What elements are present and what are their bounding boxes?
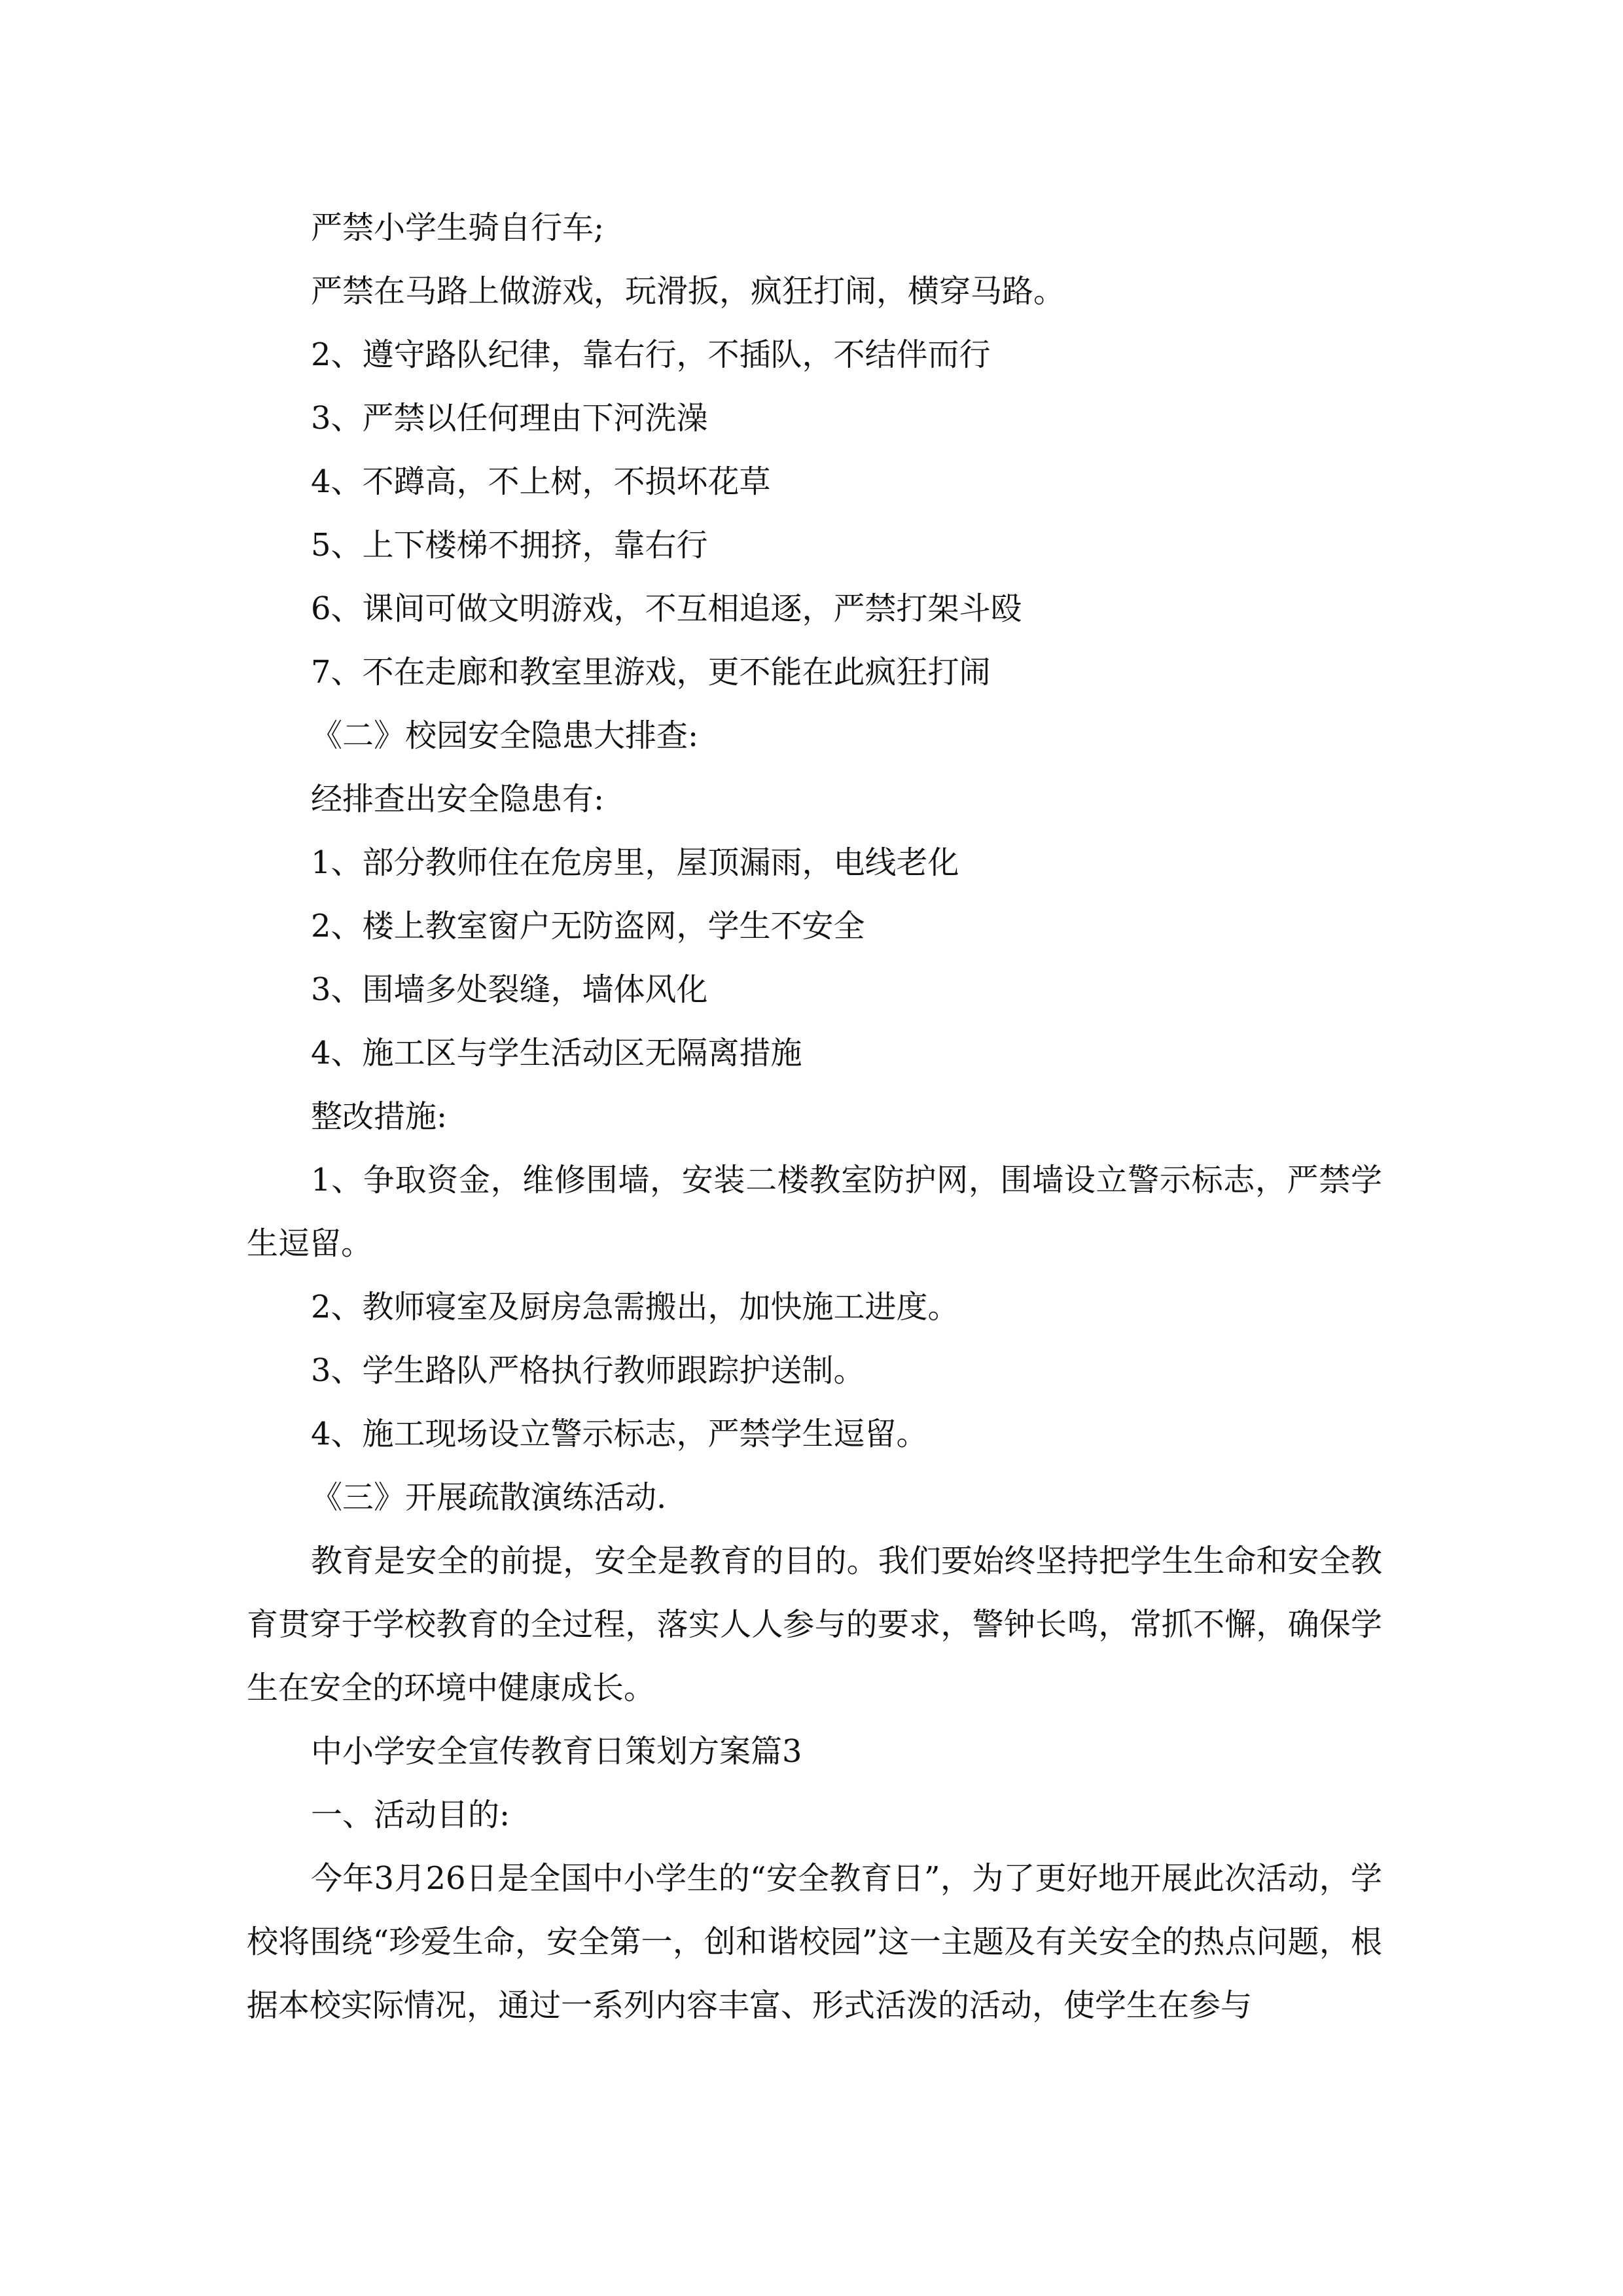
paragraph-11: 1、部分教师住在危房里，屋顶漏雨，电线老化 — [311, 844, 959, 881]
paragraph-1: 严禁小学生骑自行车; — [311, 209, 605, 246]
paragraph-17: 2、教师寝室及厨房急需搬出，加快施工进度。 — [311, 1289, 959, 1325]
paragraph-4: 3、严禁以任何理由下河洗澡 — [311, 400, 708, 437]
paragraph-12: 2、楼上教室窗户无防盗网，学生不安全 — [311, 908, 865, 944]
paragraph-14: 4、施工区与学生活动区无隔离措施 — [311, 1035, 802, 1071]
document-body — [247, 196, 1382, 2037]
paragraph-24: 今年3月26日是全国中小学生的“安全教育日”，为了更好地开展此次活动，学校将围绕“珍爱生命，安全第一，创和谐校园”这一主题及有关安全的热点问题，根据本校实际情况，通过一系列内容丰富、形式活泼的活动，使学生在参与 — [247, 1860, 1382, 2024]
article-title: 中小学安全宣传教育日策划方案篇3 — [311, 1733, 802, 1770]
paragraph-19: 4、施工现场设立警示标志，严禁学生逗留。 — [311, 1416, 928, 1452]
paragraph-5: 4、不蹲高，不上树，不损坏花草 — [311, 463, 771, 500]
paragraph-16: 1、争取资金，维修围墙，安装二楼教室防护网，围墙设立警示标志，严禁学生逗留。 — [247, 1162, 1382, 1262]
paragraph-7: 6、课间可做文明游戏，不互相追逐，严禁打架斗殴 — [311, 590, 1022, 627]
paragraph-18: 3、学生路队严格执行教师跟踪护送制。 — [311, 1352, 865, 1389]
paragraph-3: 2、遵守路队纪律，靠右行，不插队，不结伴而行 — [311, 336, 991, 373]
paragraph-8: 7、不在走廊和教室里游戏，更不能在此疯狂打闹 — [311, 654, 991, 691]
paragraph-21: 教育是安全的前提，安全是教育的目的。我们要始终坚持把学生生命和安全教育贯穿于学校教育的全过程，落实人人参与的要求，警钟长鸣，常抓不懈，确保学生在安全的环境中健康成长。 — [247, 1543, 1382, 1706]
section-heading-activity-purpose: 一、活动目的: — [311, 1797, 510, 1833]
paragraph-15: 整改措施: — [311, 1098, 448, 1135]
paragraph-10: 经排查出安全隐患有: — [311, 781, 605, 817]
paragraph-13: 3、围墙多处裂缝，墙体风化 — [311, 971, 708, 1008]
section-heading-3: 《三》开展疏散演练活动. — [311, 1479, 667, 1516]
paragraph-6: 5、上下楼梯不拥挤，靠右行 — [311, 527, 708, 564]
section-heading-2: 《二》校园安全隐患大排查: — [311, 717, 699, 754]
paragraph-2: 严禁在马路上做游戏，玩滑扳，疯狂打闹，横穿马路。 — [311, 273, 1065, 310]
